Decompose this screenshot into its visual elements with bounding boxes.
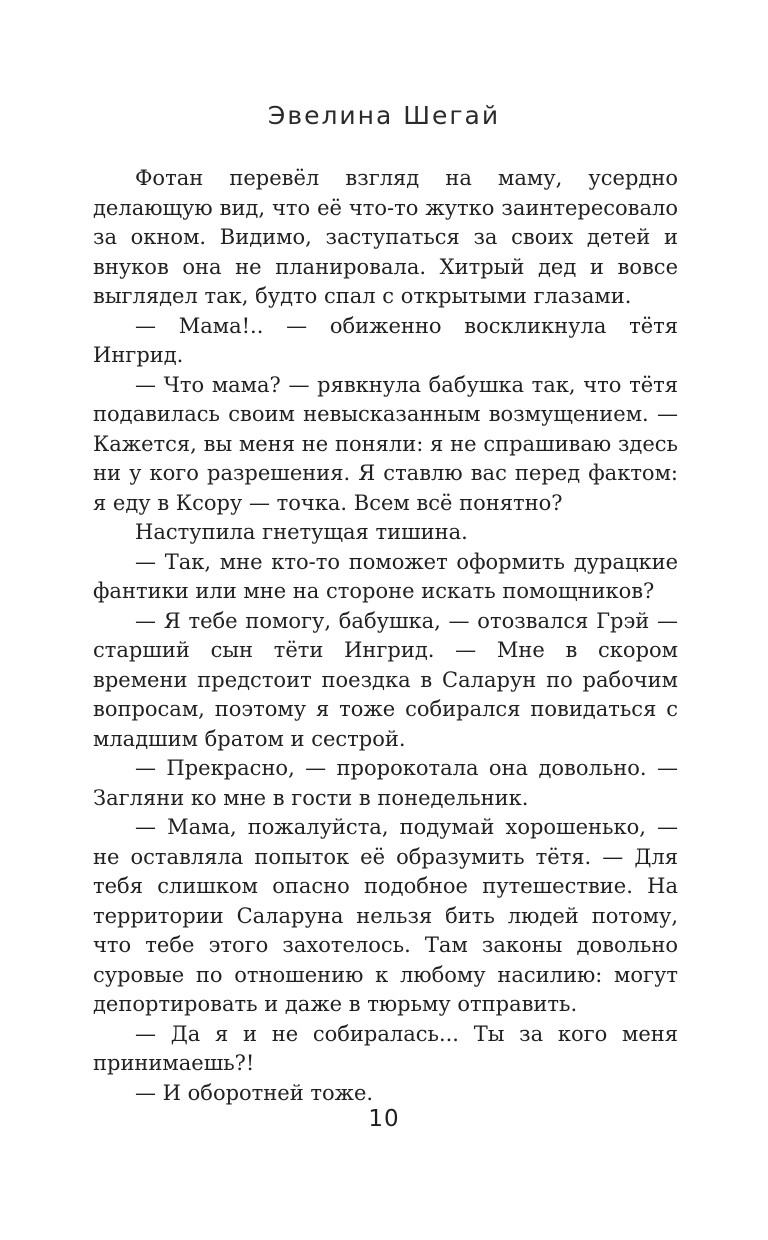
body-text xyxy=(93,164,678,1108)
paragraph: — Что мама? — рявкнула бабушка так, что тётя подавилась своим невысказанным возмущением. — Кажется, вы меня не поняли: я не спрашиваю здесь ни у кого разрешения. Я ставлю вас перед фактом: я еду в Ксору — точка. Всем всё понятно? xyxy=(93,372,678,515)
page-number: 10 xyxy=(368,1106,400,1132)
paragraph: — Мама, пожалуйста, подумай хорошенько, — не оставляла попыток её образумить тётя. — Для тебя слишком опасно подобное путешествие. На территории Саларуна нельзя бить людей потому, что тебе этого захотелось. Там законы довольно суровые по отношению к любому насилию: могут депортировать и даже в тюрьму отправить. xyxy=(93,815,678,1016)
paragraph: — Да я и не собиралась... Ты за кого меня принимаешь?! xyxy=(93,1021,678,1075)
paragraph: Фотан перевёл взгляд на маму, усердно делающую вид, что её что-то жутко заинтересовало за окном. Видимо, заступаться за своих детей и внуков она не планировала. Хитрый дед и вовсе выглядел так, будто спал с открытыми глазами. xyxy=(93,166,678,308)
paragraph: — Прекрасно, — пророкотала она довольно. — Загляни ко мне в гости в понедельник. xyxy=(93,756,678,810)
paragraph: Наступила гнетущая тишина. xyxy=(135,520,468,544)
running-header-author: Эвелина Шегай xyxy=(267,101,501,130)
paragraph: — Мама!.. — обиженно воскликнула тётя Ингрид. xyxy=(93,313,678,367)
paragraph: — И оборотней тоже. xyxy=(135,1080,374,1105)
paragraph: — Я тебе помогу, бабушка, — отозвался Грэй — старший сын тёти Ингрид. — Мне в скором времени предстоит поездка в Саларун по рабочим вопросам, поэтому я тоже собирался повидаться с младшим братом и сестрой. xyxy=(93,608,678,751)
paragraph: — Так, мне кто-то поможет оформить дурацкие фантики или мне на стороне искать помощников? xyxy=(93,549,678,603)
